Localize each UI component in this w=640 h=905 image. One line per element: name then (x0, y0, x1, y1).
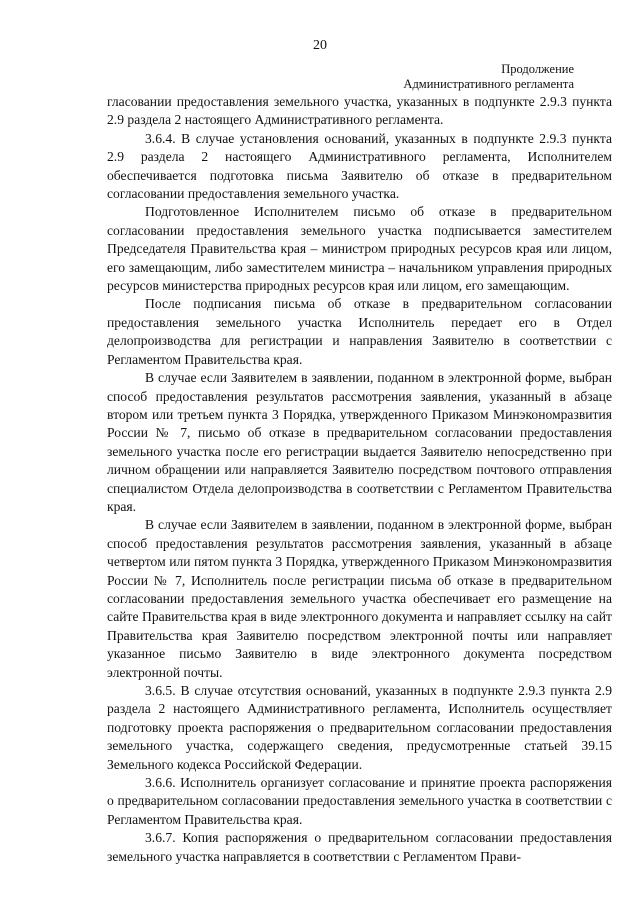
continuation-label: Продолжение (501, 62, 574, 76)
paragraph: 3.6.7. Копия распоряжения о предварительном согласовании предоставления земельного участка направляется в соответствии с Регламентом Прави- (107, 830, 612, 864)
continuation-header (374, 62, 574, 92)
document-body (107, 93, 612, 866)
paragraph: После подписания письма об отказе в предварительном согласовании предоставления земельного участка Исполнитель передает его в Отдел делопроизводства для регистрации и направления Заявителю в соответствии с Регламентом Правительства края. (107, 296, 612, 367)
paragraph: 3.6.5. В случае отсутствия оснований, указанных в подпункте 2.9.3 пункта 2.9 раздела 2 настоящего Административного регламента, Исполнитель осуществляет подготовку проекта распоряжения о предварительном согласовании предоставления земельного участка, содержащего сведения, предусмотренные статьей 39.15 Земельного кодекса Российской Федерации. (107, 683, 612, 772)
paragraph: 3.6.6. Исполнитель организует согласование и принятие проекта распоряжения о предварительном согласовании предоставления земельного участка в соответствии с Регламентом Правительства края. (107, 775, 612, 827)
page-number: 20 (313, 38, 327, 53)
paragraph: В случае если Заявителем в заявлении, поданном в электронной форме, выбран способ предоставления результатов рассмотрения заявления, указанный в абзаце четвертом или пятом пункта 3 Порядка, утвержденного Приказом Минэкономразвития России № 7, Исполнитель после регистрации письма об отказе в предварительном согласовании предоставления земельного участка обеспечивает его размещение на сайте Правительства края в виде электронного документа и направляет ссылку на сайт Правительства края Заявителю посредством электронной почты или направляет указанное письмо Заявителю в виде электронного документа посредством электронной почты. (107, 517, 612, 680)
paragraph: В случае если Заявителем в заявлении, поданном в электронной форме, выбран способ предоставления результатов рассмотрения заявления, указанный в абзаце втором или третьем пункта 3 Порядка, утвержденного Приказом Минэкономразвития России № 7, письмо об отказе в предварительном согласовании предоставления земельного участка после его регистрации выдается Заявителю непосредственно при личном обращении или направляется Заявителю посредством почтового отправления специалистом Отдела делопроизводства в соответствии с Регламентом Правительства края. (107, 370, 612, 514)
paragraph: Подготовленное Исполнителем письмо об отказе в предварительном согласовании предоставления земельного участка подписывается заместителем Председателя Правительства края – министром природных ресурсов края или лицом, его замещающим, либо заместителем министра – начальником управления природных ресурсов министерства природных ресурсов края или лицом, его замещающим. (107, 204, 612, 294)
paragraph: гласовании предоставления земельного участка, указанных в подпункте 2.9.3 пункта 2.9 раздела 2 настоящего Административного регламента. (107, 94, 612, 128)
paragraph: 3.6.4. В случае установления оснований, указанных в подпункте 2.9.3 пункта 2.9 раздела 2 настоящего Административного регламента, Исполнителем обеспечивается подготовка письма Заявителю об отказе в предварительном согласовании предоставления земельного участка. (107, 130, 612, 202)
document-name: Административного регламента (403, 77, 574, 91)
